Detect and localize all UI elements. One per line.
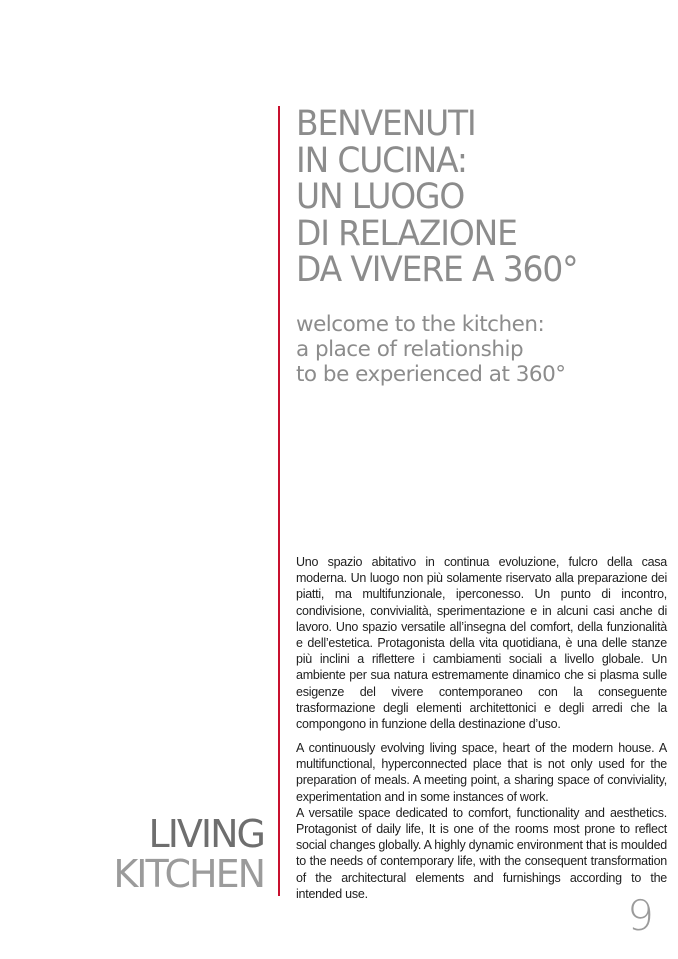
red-vertical-rule (278, 106, 280, 896)
page-title (296, 106, 644, 289)
title-line-5: DA VIVERE A 360° (296, 250, 578, 290)
section-title (113, 814, 264, 894)
subtitle-line-2: a place of relationship (296, 337, 524, 362)
english-paragraph-1: A continuously evolving living space, heart of the modern house. A multifunctional, hyperconnected place that is not only used for the preparation of meals. A meeting point, a sharing space of conviviality, experimentation and in some instances of work. (296, 741, 667, 804)
title-line-3: UN LUOGO (296, 177, 465, 217)
english-subtitle (296, 312, 666, 387)
english-body (296, 740, 667, 902)
section-title-living: LIVING (148, 812, 264, 856)
title-line-2: IN CUCINA: (296, 140, 467, 181)
section-title-kitchen: KITCHEN (113, 852, 264, 896)
title-line-1: BENVENUTI (296, 104, 476, 144)
title-line-4: DI RELAZIONE (296, 213, 517, 254)
subtitle-line-1: welcome to the kitchen: (296, 312, 545, 337)
italian-paragraph: Uno spazio abitativo in continua evoluzione, fulcro della casa moderna. Un luogo non più solamente riservato alla preparazione dei piatti, ma multifunzionale, iperconesso. Un punto di incontro, condivisione, convivialità, sperimentazione e in alcuni casi anche di lavoro. Uno spazio versatile all’insegna del comfort, della funzionalità e dell’estetica. Protagonista della vita quotidiana, è una delle stanze più inclini a riflettere i cambiamenti sociali a livello globale. Un ambiente per sua natura estremamente dinamico che si plasma sulle esigenze del vivere contemporaneo con la conseguente trasformazione degli elementi architettonici e degli arredi che la compongono in funzione della destinazione d’uso. (296, 555, 667, 732)
english-paragraph-2: A versatile space dedicated to comfort, functionality and aesthetics. Protagonist of daily life, It is one of the rooms most prone to reflect social changes globally. A highly dynamic environment that is moulded to the needs of contemporary life, with the consequent transformation of the architectural elements and furnishings according to the intended use. (296, 805, 667, 901)
page-number: 9 (627, 891, 654, 940)
subtitle-line-3: to be experienced at 360° (296, 362, 566, 387)
